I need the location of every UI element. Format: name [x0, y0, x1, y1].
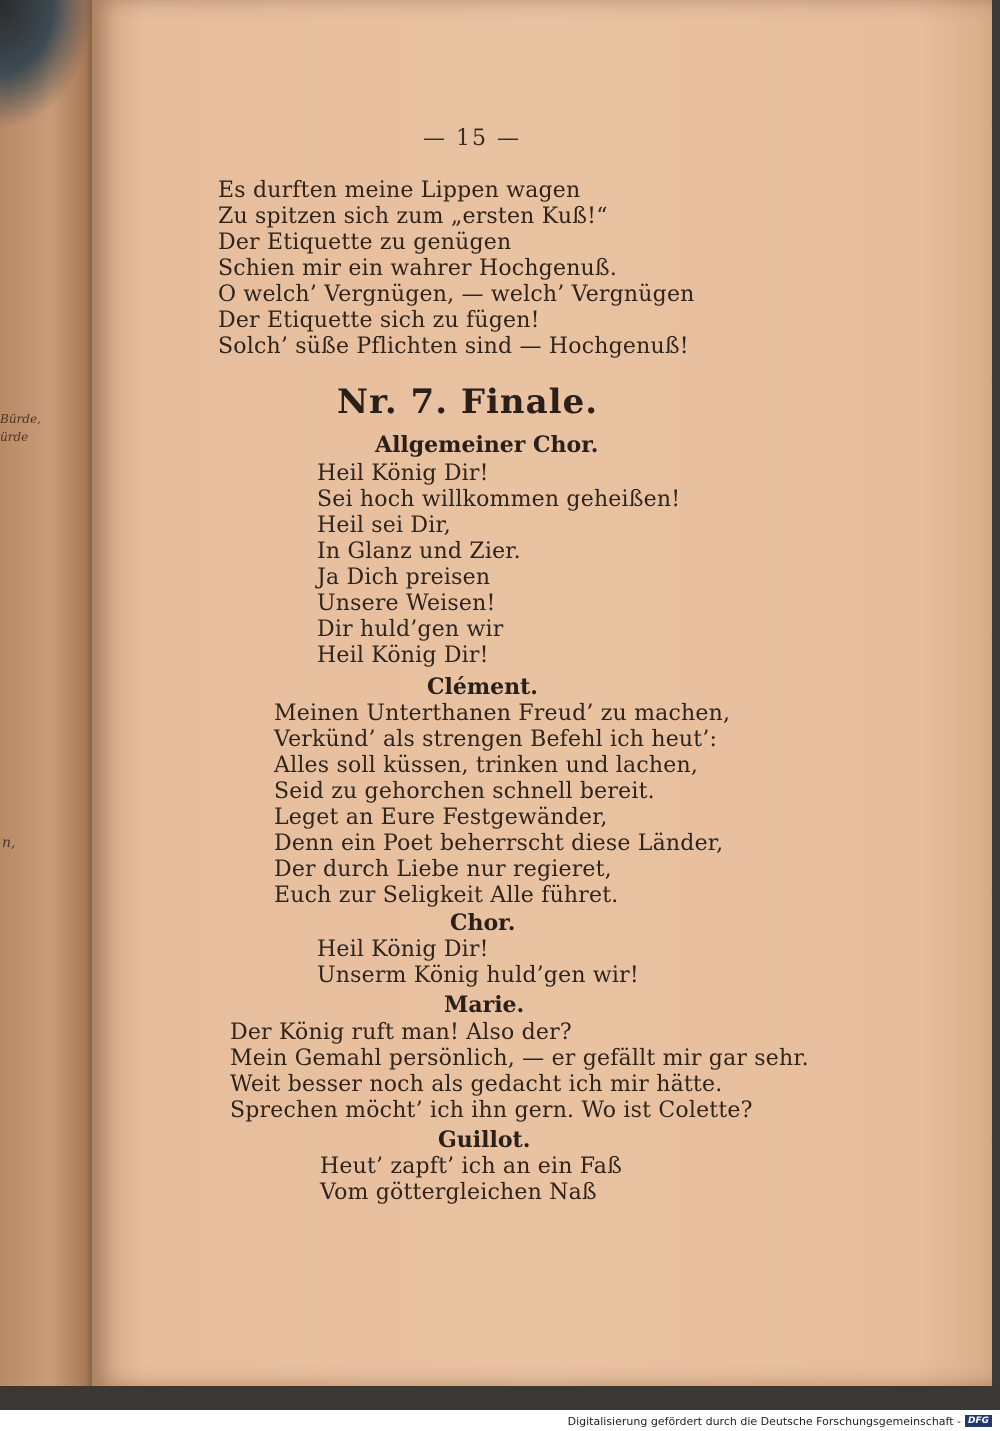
verse-line: Der Etiquette sich zu fügen!	[218, 308, 540, 333]
verse-line: Sprechen möcht’ ich ihn gern. Wo ist Colette?	[230, 1098, 753, 1123]
left-fragment-1: Bürde,	[0, 412, 41, 426]
verse-line: Heil König Dir!	[317, 643, 489, 668]
left-fragment-2: ürde	[0, 430, 29, 444]
verse-line: O welch’ Vergnügen, — welch’ Vergnügen	[218, 282, 695, 307]
verse-line: Heil König Dir!	[317, 461, 489, 486]
verse-line: Der Etiquette zu genügen	[218, 230, 512, 255]
verse-line: Euch zur Seligkeit Alle führet.	[274, 883, 619, 908]
verse-line: Verkünd’ als strengen Befehl ich heut’:	[274, 727, 718, 752]
verse-line: Weit besser noch als gedacht ich mir hätte.	[230, 1072, 723, 1097]
verse-line: Heil sei Dir,	[317, 513, 451, 538]
speaker-heading: Clément.	[427, 674, 538, 700]
verse-line: Ja Dich preisen	[317, 565, 491, 590]
dfg-logo[interactable]: DFG	[965, 1415, 992, 1427]
book-page	[92, 0, 992, 1386]
speaker-heading: Guillot.	[438, 1127, 531, 1153]
verse-line: Heut’ zapft’ ich an ein Faß	[320, 1154, 622, 1179]
verse-line: Alles soll küssen, trinken und lachen,	[274, 753, 699, 778]
page-number: — 15 —	[423, 126, 521, 151]
verse-line: Seid zu gehorchen schnell bereit.	[274, 779, 655, 804]
verse-line: Heil König Dir!	[317, 937, 489, 962]
verse-line: Der durch Liebe nur regieret,	[274, 857, 612, 882]
verse-line: In Glanz und Zier.	[317, 539, 521, 564]
verse-line: Mein Gemahl persönlich, — er gefällt mir gar sehr.	[230, 1046, 809, 1071]
verse-line: Vom göttergleichen Naß	[320, 1180, 597, 1205]
verse-line: Meinen Unterthanen Freud’ zu machen,	[274, 701, 731, 726]
verse-line: Leget an Eure Festgewänder,	[274, 805, 608, 830]
verse-line: Unserm König huld’gen wir!	[317, 963, 639, 988]
verse-line: Solch’ süße Pflichten sind — Hochgenuß!	[218, 334, 689, 359]
speaker-heading: Allgemeiner Chor.	[375, 432, 599, 458]
footer-credit-text: Digitalisierung gefördert durch die Deutsche Forschungsgemeinschaft -	[567, 1414, 961, 1428]
verse-line: Dir huld’gen wir	[317, 617, 504, 642]
speaker-heading: Chor.	[450, 910, 516, 936]
verse-line: Schien mir ein wahrer Hochgenuß.	[218, 256, 618, 281]
verse-line: Es durften meine Lippen wagen	[218, 178, 581, 203]
digitization-footer	[568, 1413, 992, 1429]
left-page-text-fragment	[0, 410, 40, 446]
left-page-edge	[0, 0, 100, 1410]
section-title: Nr. 7. Finale.	[337, 382, 599, 422]
scanner-background	[0, 1386, 1000, 1410]
verse-line: Unsere Weisen!	[317, 591, 496, 616]
book-binding-corner	[0, 0, 95, 130]
speaker-heading: Marie.	[444, 992, 525, 1018]
verse-line: Sei hoch willkommen geheißen!	[317, 487, 681, 512]
left-page-mark: n,	[2, 835, 16, 851]
verse-line: Zu spitzen sich zum „ersten Kuß!“	[218, 204, 608, 229]
verse-line: Denn ein Poet beherrscht diese Länder,	[274, 831, 724, 856]
verse-line: Der König ruft man! Also der?	[230, 1020, 572, 1045]
